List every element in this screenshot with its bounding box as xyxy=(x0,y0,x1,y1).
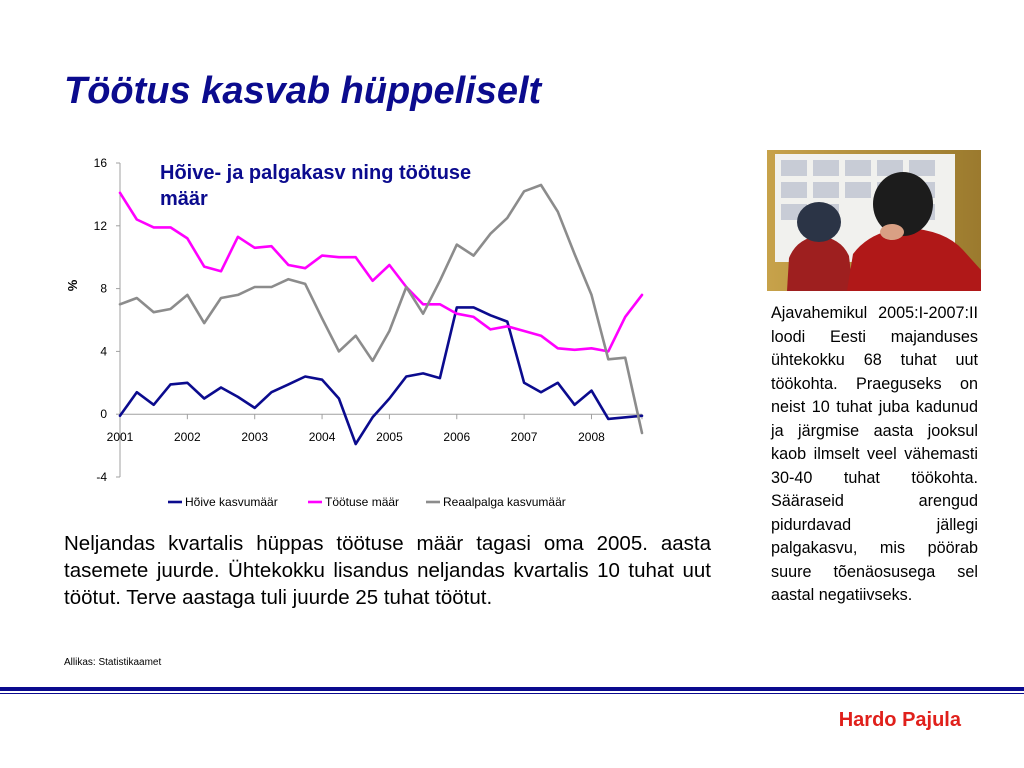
series-line-3 xyxy=(120,185,642,433)
x-tick-label: 2003 xyxy=(241,430,269,445)
source-note: Allikas: Statistikaamet xyxy=(64,657,162,668)
y-tick-label: 12 xyxy=(93,218,107,233)
x-tick-label: 2005 xyxy=(376,430,403,445)
legend-label: Töötuse määr xyxy=(325,495,400,509)
y-tick-label: 16 xyxy=(93,156,107,170)
main-paragraph: Neljandas kvartalis hüppas töötuse määr tagasi oma 2005. aasta tasemete juurde. Ühtekokku lisandus neljandas kvartalis 10 tuhat uut töötut. Terve aastaga tuli juurde 25 tuhat töötut. xyxy=(64,532,711,609)
footer-rule xyxy=(0,687,1024,691)
y-tick-label: 0 xyxy=(100,407,107,422)
legend-label: Hõive kasvumäär xyxy=(185,495,278,509)
author-name: Hardo Pajula xyxy=(838,709,961,731)
y-tick-label: 8 xyxy=(100,281,107,296)
series-line-2 xyxy=(120,193,642,352)
series-line-1 xyxy=(120,307,642,444)
slide-title: Töötus kasvab hüppeliselt xyxy=(64,70,542,112)
job-seekers-photo xyxy=(767,150,981,291)
y-axis-label: % xyxy=(65,279,80,292)
x-tick-label: 2008 xyxy=(578,430,605,445)
chart-title: Hõive- ja palgakasv ning töötuse määr xyxy=(160,162,472,210)
y-tick-label: 4 xyxy=(100,344,107,359)
side-commentary: Ajavahemikul 2005:I-2007:II loodi Eesti majanduses ühtekokku 68 tuhat uut töökohta. Praeguseks on neist 10 tuhat juba kadunud ja järgmise aasta jooksul kaob ilmselt veel vähemasti 30-40 tuhat töökohta. Sääraseid arengud pidurdavad jällegi palgakasvu, mis pöörab suure tõenäosusega sel aastal negatiivseks. xyxy=(771,304,978,604)
x-tick-label: 2007 xyxy=(510,430,538,445)
footer-rule-thin xyxy=(0,693,1024,694)
y-tick-label: -4 xyxy=(96,470,107,484)
x-tick-label: 2001 xyxy=(106,430,134,445)
legend-label: Reaalpalga kasvumäär xyxy=(443,495,566,509)
x-tick-label: 2006 xyxy=(443,430,471,445)
x-tick-label: 2004 xyxy=(308,430,336,445)
x-tick-label: 2002 xyxy=(174,430,201,445)
